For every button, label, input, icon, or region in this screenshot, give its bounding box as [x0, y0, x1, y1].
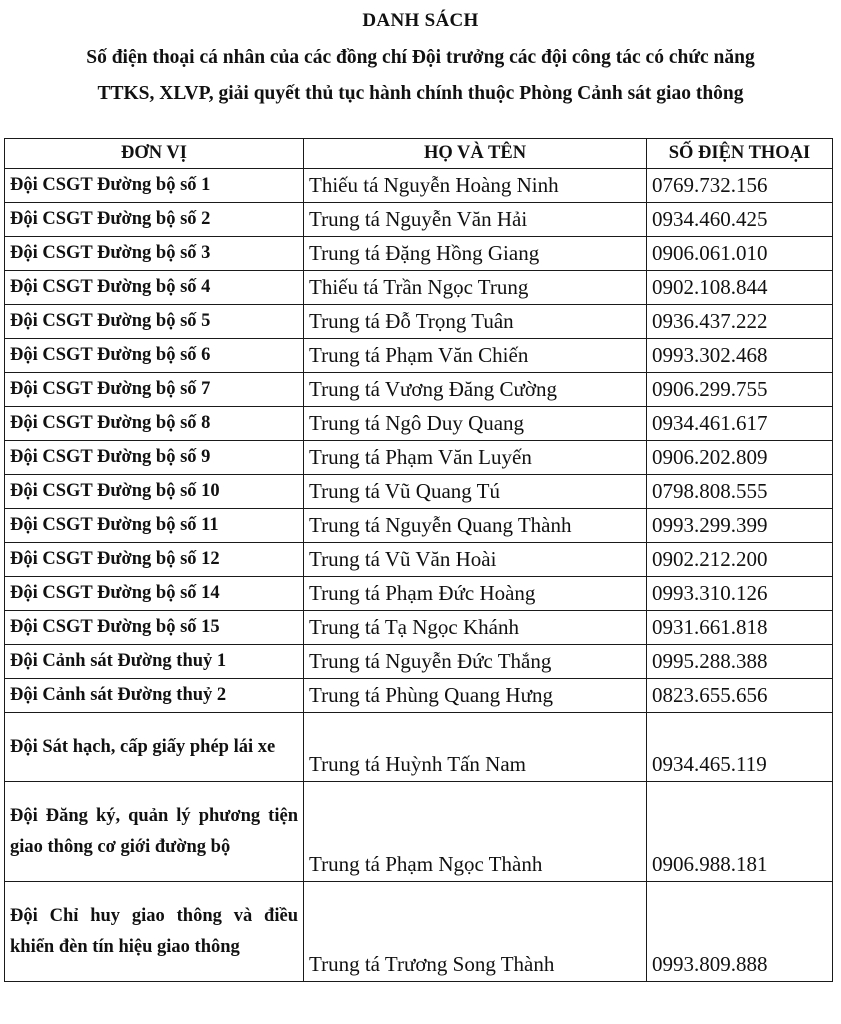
name-cell: Trung tá Nguyễn Quang Thành [304, 509, 647, 543]
name-cell: Trung tá Nguyễn Văn Hải [304, 203, 647, 237]
unit-cell: Đội Cảnh sát Đường thuỷ 1 [5, 645, 304, 679]
document-title: DANH SÁCH [362, 10, 479, 31]
column-header-unit: ĐƠN VỊ [5, 139, 304, 169]
unit-cell: Đội CSGT Đường bộ số 6 [5, 339, 304, 373]
unit-cell: Đội Cảnh sát Đường thuỷ 2 [5, 679, 304, 713]
phone-cell: 0993.809.888 [647, 882, 833, 982]
name-cell: Trung tá Trương Song Thành [304, 882, 647, 982]
table-header-row [5, 139, 833, 169]
phone-cell: 0995.288.388 [647, 645, 833, 679]
table-row [5, 271, 833, 305]
unit-cell: Đội CSGT Đường bộ số 15 [5, 611, 304, 645]
unit-cell: Đội CSGT Đường bộ số 7 [5, 373, 304, 407]
name-cell: Thiếu tá Trần Ngọc Trung [304, 271, 647, 305]
phone-cell: 0931.661.818 [647, 611, 833, 645]
name-cell: Trung tá Phạm Ngọc Thành [304, 782, 647, 882]
name-cell: Trung tá Đặng Hồng Giang [304, 237, 647, 271]
unit-cell: Đội CSGT Đường bộ số 8 [5, 407, 304, 441]
table-row [5, 543, 833, 577]
unit-cell: Đội CSGT Đường bộ số 10 [5, 475, 304, 509]
phone-cell: 0823.655.656 [647, 679, 833, 713]
unit-cell: Đội CSGT Đường bộ số 1 [5, 169, 304, 203]
unit-cell: Đội Chỉ huy giao thông và điều khiển đèn tín hiệu giao thông [5, 882, 304, 982]
table-row [5, 203, 833, 237]
phone-cell: 0906.202.809 [647, 441, 833, 475]
phone-cell: 0993.310.126 [647, 577, 833, 611]
phone-cell: 0906.061.010 [647, 237, 833, 271]
name-cell: Trung tá Đỗ Trọng Tuân [304, 305, 647, 339]
phone-cell: 0993.302.468 [647, 339, 833, 373]
unit-cell: Đội CSGT Đường bộ số 14 [5, 577, 304, 611]
phone-cell: 0993.299.399 [647, 509, 833, 543]
phone-cell: 0798.808.555 [647, 475, 833, 509]
table-row [5, 509, 833, 543]
table-row [5, 169, 833, 203]
phone-cell: 0902.212.200 [647, 543, 833, 577]
phone-cell: 0936.437.222 [647, 305, 833, 339]
table-row [5, 782, 833, 882]
phone-cell: 0934.461.617 [647, 407, 833, 441]
unit-cell: Đội Sát hạch, cấp giấy phép lái xe [5, 713, 304, 782]
table-row [5, 305, 833, 339]
unit-cell: Đội CSGT Đường bộ số 11 [5, 509, 304, 543]
name-cell: Trung tá Nguyễn Đức Thắng [304, 645, 647, 679]
column-header-name: HỌ VÀ TÊN [304, 139, 647, 169]
name-cell: Trung tá Phùng Quang Hưng [304, 679, 647, 713]
unit-cell: Đội CSGT Đường bộ số 12 [5, 543, 304, 577]
name-cell: Trung tá Ngô Duy Quang [304, 407, 647, 441]
table-row [5, 645, 833, 679]
document-subtitle-line-2: TTKS, XLVP, giải quyết thủ tục hành chính thuộc Phòng Cảnh sát giao thông [97, 83, 744, 104]
phone-cell: 0906.299.755 [647, 373, 833, 407]
table-row [5, 441, 833, 475]
name-cell: Trung tá Vũ Văn Hoài [304, 543, 647, 577]
document-subtitle-line-1: Số điện thoại cá nhân của các đồng chí Đội trưởng các đội công tác có chức năng [86, 47, 755, 68]
table-row [5, 611, 833, 645]
name-cell: Trung tá Tạ Ngọc Khánh [304, 611, 647, 645]
name-cell: Trung tá Vương Đăng Cường [304, 373, 647, 407]
name-cell: Trung tá Vũ Quang Tú [304, 475, 647, 509]
phone-cell: 0906.988.181 [647, 782, 833, 882]
name-cell: Thiếu tá Nguyễn Hoàng Ninh [304, 169, 647, 203]
name-cell: Trung tá Phạm Đức Hoàng [304, 577, 647, 611]
table-row [5, 237, 833, 271]
table-row [5, 373, 833, 407]
phone-cell: 0934.460.425 [647, 203, 833, 237]
contacts-table [4, 138, 833, 982]
table-row [5, 713, 833, 782]
unit-cell: Đội CSGT Đường bộ số 9 [5, 441, 304, 475]
table-row [5, 407, 833, 441]
unit-cell: Đội CSGT Đường bộ số 5 [5, 305, 304, 339]
unit-cell: Đội Đăng ký, quản lý phương tiện giao thông cơ giới đường bộ [5, 782, 304, 882]
unit-cell: Đội CSGT Đường bộ số 4 [5, 271, 304, 305]
name-cell: Trung tá Huỳnh Tấn Nam [304, 713, 647, 782]
name-cell: Trung tá Phạm Văn Luyến [304, 441, 647, 475]
table-row [5, 882, 833, 982]
name-cell: Trung tá Phạm Văn Chiến [304, 339, 647, 373]
phone-cell: 0902.108.844 [647, 271, 833, 305]
table-row [5, 679, 833, 713]
unit-cell: Đội CSGT Đường bộ số 2 [5, 203, 304, 237]
table-row [5, 339, 833, 373]
column-header-phone: SỐ ĐIỆN THOẠI [647, 139, 833, 169]
phone-cell: 0934.465.119 [647, 713, 833, 782]
unit-cell: Đội CSGT Đường bộ số 3 [5, 237, 304, 271]
table-row [5, 577, 833, 611]
table-row [5, 475, 833, 509]
phone-cell: 0769.732.156 [647, 169, 833, 203]
